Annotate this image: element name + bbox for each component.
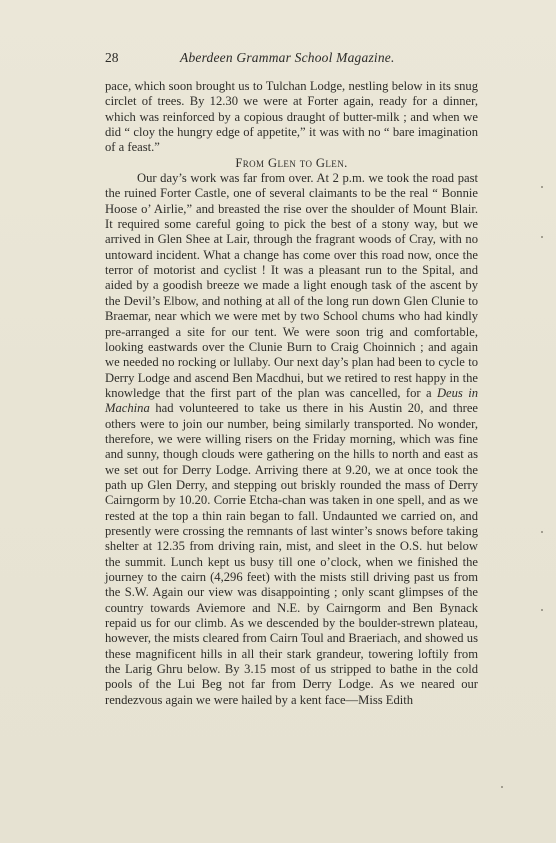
paper-speck: [501, 786, 503, 788]
running-title: Aberdeen Grammar School Magazine.: [180, 50, 395, 65]
paper-speck: [541, 609, 543, 611]
paragraph-main: [105, 171, 478, 708]
italic-phrase: Deus in Machina: [105, 385, 479, 416]
section-heading: From Glen to Glen.: [235, 155, 348, 170]
paragraph-intro: pace, which soon brought us to Tulchan Lodge, nestling below in its snug circlet of trees. By 12.30 we were at Forter again, ready for a dinner, which was reinforced by a copious draught of butter-milk ; and when we did “ cloy the hungry edge of appetite,” it was with no “ bare imagination of a feast.”: [105, 79, 478, 155]
paragraph-main-text-2: had volunteered to take us there in his Austin 20, and three others were to join our number, being similarly transported. No wonder, therefore, we were willing risers on the Friday morning, which was fine and sunny, though clouds were gathering on the hills to north and east as we set out for Derry Lodge. Arriving there at 9.20, we at once took the path up Glen Derry, and stepping out briskly rounded the mass of Derry Cairngorm by 10.20. Corrie Etcha-chan was taken in one spell, and as we rested at the top a thin rain began to fall. Undaunted we carried on, and presently were crossing the remnants of last winter’s snows before taking shelter at 12.35 from driving rain, mist, and sleet in the O.S. hut below the summit. Lunch kept us busy till one o’clock, when we finished the journey to the cairn (4,296 feet) with the mists still driving past us from the S.W. Again our view was disappointing ; only scant glimpses of the country towards Aviemore and N.E. by Cairngorm and Ben Bynack repaid us for our climb. As we descended by the boulder-strewn plateau, however, the mists cleared from Cairn Toul and Braeriach, and showed us these magnificent hills in all their stark grandeur, towering loftily from the Larig Ghru below. By 3.15 most of us stripped to bathe in the cold pools of the Lui Beg not far from Derry Lodge. As we neared our rendezvous again we were hailed by a kent face—Miss Edith: [105, 401, 478, 707]
page-number: 28: [105, 50, 119, 65]
paragraph-main-text-1: Our day’s work was far from over. At 2 p.m. we took the road past the ruined Forter Castle, one of several claimants to be the real “ Bonnie Hoose o’ Airlie,” and breasted the rise over the shoulder of Mount Blair. It required some careful going to pick the best of a stony way, but we arrived in Glen Shee at Lair, through the fragrant woods of Cray, with no untoward incident. What a change has come over this road now, once the terror of motorist and cyclist ! It was a pleasant run to the Spital, and aided by a goodish breeze we made a light enough task of the ascent by the Devil’s Elbow, and nothing at all of the long run down Glen Clunie to Braemar, near which we were met by two School chums who had kindly pre-arranged a site for our tent. We were soon trig and comfortable, looking eastwards over the Clunie Burn to Craig Choinnich ; and again we needed no rocking or lullaby. Our next day’s plan had been to cycle to Derry Lodge and ascend Ben Macdhui, but we retired to rest happy in the knowledge that the first part of the plan was cancelled, for a: [105, 171, 478, 400]
paper-speck: [541, 186, 543, 188]
paper-speck: [541, 236, 543, 238]
article-body: [105, 79, 478, 708]
paper-speck: [541, 531, 543, 533]
